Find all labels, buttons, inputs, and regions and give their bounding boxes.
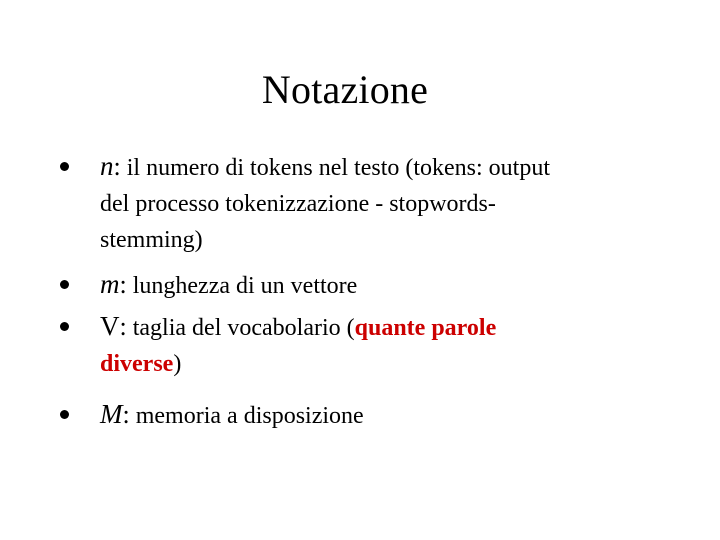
symbol-mem: M	[100, 399, 123, 429]
slide-title: Notazione	[261, 67, 429, 112]
bullet-dot-icon	[60, 280, 69, 289]
bullet-list	[58, 148, 698, 434]
bullet-line	[100, 396, 698, 434]
bullet-m	[58, 266, 698, 304]
bullet-text: il numero di tokens nel testo (tokens: output	[126, 155, 551, 181]
bullet-mem	[58, 396, 698, 434]
bullet-n	[58, 148, 698, 258]
emphasis-text: quante parole	[354, 315, 497, 341]
bullet-v	[58, 308, 698, 382]
symbol-separator: :	[119, 270, 127, 299]
bullet-text: lunghezza di un vettore	[132, 273, 358, 299]
symbol-v: V	[100, 311, 120, 341]
symbol-n: n	[100, 151, 114, 181]
bullet-text: )	[173, 351, 182, 377]
bullet-line	[100, 308, 698, 346]
bullet-line	[100, 346, 698, 382]
bullet-line: stemming)	[100, 227, 203, 253]
bullet-line: del processo tokenizzazione - stopwords-	[100, 191, 496, 217]
symbol-m: m	[100, 269, 120, 299]
bullet-dot-icon	[60, 162, 69, 171]
symbol-separator: :	[122, 400, 130, 429]
bullet-line	[100, 266, 698, 304]
bullet-line	[100, 148, 698, 186]
emphasis-text: diverse	[100, 351, 174, 377]
bullet-dot-icon	[60, 322, 69, 331]
symbol-separator: :	[113, 152, 121, 181]
bullet-text: taglia del vocabolario (	[132, 315, 355, 341]
bullet-dot-icon	[60, 410, 69, 419]
bullet-text: memoria a disposizione	[135, 403, 364, 429]
symbol-separator: :	[119, 312, 127, 341]
